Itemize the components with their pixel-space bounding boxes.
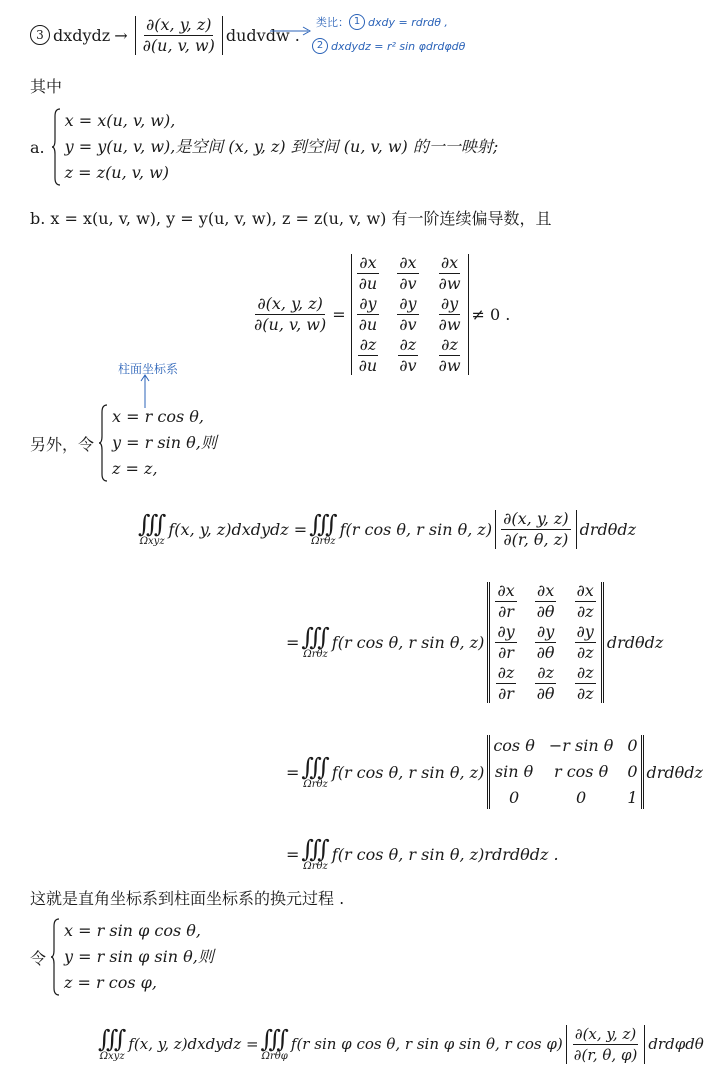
triple-integral-icon: ∭ <box>98 1025 121 1053</box>
annotation-marker-2: 2 <box>312 38 328 54</box>
cylindrical-note: 柱面坐标系 <box>118 362 179 376</box>
annotation-note-1 <box>316 14 448 30</box>
integral-domain: Ωrθz <box>303 779 328 790</box>
condition-b: b. x = x(u, v, w), y = y(u, v, w), z = z(u, v, w) 有一阶连续偏导数，且 <box>30 209 552 228</box>
eq2-tail: drdθdz <box>606 632 664 652</box>
integral-domain: Ωrθφ <box>261 1051 288 1062</box>
item-3-formula <box>30 10 300 60</box>
jacobian-tail: ≠ 0 . <box>471 304 511 324</box>
equation-2 <box>286 572 663 712</box>
partial-denominator: ∂θ <box>536 642 555 662</box>
eq5-jac-num: ∂(x, y, z) <box>574 1024 637 1043</box>
item-3-marker: 3 <box>30 25 50 45</box>
spherical-line-2: y = r sin φ sin θ,则 <box>64 947 214 966</box>
annotation-marker-1: 1 <box>349 14 365 30</box>
partial-numerator: ∂x <box>440 252 459 272</box>
item-3-jac-num: ∂(x, y, z) <box>146 14 212 34</box>
item-3-lhs: dxdydz <box>53 25 111 45</box>
triple-integral-icon: ∭ <box>301 835 324 863</box>
annotation-note-2 <box>312 38 465 54</box>
partial-numerator: ∂z <box>537 662 554 682</box>
partial-denominator: ∂r <box>498 601 514 621</box>
jacobian-den: ∂(u, v, w) <box>254 314 327 334</box>
partial-denominator: ∂w <box>438 314 461 334</box>
partial-derivative <box>437 295 463 334</box>
partial-denominator: ∂u <box>358 273 378 293</box>
condition-a <box>30 108 498 186</box>
matrix-entry: −r sin θ <box>548 736 614 755</box>
matrix-entry: 1 <box>627 788 638 807</box>
spherical-line-3: z = r cos φ, <box>64 973 157 992</box>
partial-derivative <box>357 254 380 293</box>
partial-numerator: ∂x <box>536 580 555 600</box>
equation-5 <box>96 1018 704 1070</box>
partial-derivative <box>535 664 557 703</box>
eq2-abs-determinant <box>487 582 604 703</box>
condition-a-line-1: x = x(u, v, w), <box>64 111 176 130</box>
eq3-tail: drdθdz <box>646 762 703 782</box>
partial-derivative <box>357 295 380 334</box>
triple-integral-icon: ∭ <box>301 623 324 651</box>
partial-derivative <box>495 582 516 621</box>
partial-numerator: ∂y <box>536 621 555 641</box>
up-arrow-icon <box>140 374 150 408</box>
spherical-prefix: 令 <box>30 948 47 968</box>
triple-integral-icon: ∭ <box>260 1025 283 1053</box>
integral-domain: Ωxyz <box>99 1051 125 1062</box>
triple-integral-icon: ∭ <box>309 510 332 538</box>
matrix-entry: 0 <box>576 788 587 807</box>
jacobian-definition: $\frac{\partial(x, y, z)}{\partial(u, v, w)}$ = $\frac{\partial x}{\partial u}$ $\frac{\partial x}{\partial v}$ $\frac{\partial x}{\partial w}$ $\frac{\partial y}{\partial u}$ $\frac{\partial y}{\partial v}$ $\frac{\partial y}{\partial w}$ $\frac{\partial z}{\partial u}$ $\frac{\partial z}{\partial v}$ $\frac{\partial z}{\partial w}$ ≠ 0 . <box>254 252 511 375</box>
matrix-entry: 0 <box>627 762 638 781</box>
partial-derivative <box>397 254 418 293</box>
partial-denominator: ∂u <box>358 355 378 375</box>
cylindrical-line-3: z = z, <box>112 459 158 478</box>
partial-numerator: ∂z <box>576 662 594 682</box>
partial-denominator: ∂u <box>358 314 378 334</box>
partial-numerator: ∂y <box>440 293 459 313</box>
partial-derivative <box>397 336 418 375</box>
partial-derivative <box>535 623 557 662</box>
spherical-line-1: x = r sin φ cos θ, <box>64 921 201 940</box>
partial-derivative <box>437 254 463 293</box>
partial-numerator: ∂z <box>497 662 515 682</box>
partial-numerator: ∂y <box>497 621 515 641</box>
cylindrical-line-2: y = r sin θ,则 <box>112 433 217 452</box>
partial-derivative <box>575 664 596 703</box>
cylindrical-system <box>30 404 217 482</box>
partial-derivative <box>437 336 463 375</box>
triple-integral-icon: ∭ <box>138 510 161 538</box>
partial-derivative <box>575 623 596 662</box>
equals-sign: = <box>286 762 300 782</box>
condition-a-label: a. <box>30 137 45 157</box>
partial-derivative <box>496 664 517 703</box>
partial-denominator: ∂z <box>576 642 594 662</box>
eq3-f: f(r cos θ, r sin θ, z) <box>331 762 485 782</box>
partial-numerator: ∂y <box>576 621 594 641</box>
partial-denominator: ∂θ <box>536 601 555 621</box>
annotation-arrow-icon <box>270 26 314 36</box>
triple-integral-icon: ∭ <box>301 753 324 781</box>
eq2-f: f(r cos θ, r sin θ, z) <box>331 632 485 652</box>
partial-numerator: ∂z <box>441 334 458 354</box>
eq1-jac-den: ∂(r, θ, z) <box>503 529 569 549</box>
matrix-entry: 0 <box>627 736 638 755</box>
annotation-text-2: dxdydz = r² sin φdrdφdθ <box>331 39 466 53</box>
partial-denominator: ∂r <box>498 642 514 662</box>
partial-denominator: ∂v <box>399 355 417 375</box>
eq3-abs-determinant <box>487 735 643 809</box>
equation-3 <box>286 734 703 810</box>
partial-numerator: ∂y <box>399 293 417 313</box>
partial-numerator: ∂x <box>359 252 377 272</box>
matrix-entry: r cos θ <box>553 762 609 781</box>
matrix-entry: sin θ <box>494 762 534 781</box>
partial-derivative <box>535 582 557 621</box>
partial-denominator: ∂v <box>399 273 417 293</box>
partial-denominator: ∂z <box>576 683 594 703</box>
left-brace-icon <box>98 404 108 482</box>
equals-sign: = <box>286 632 300 652</box>
integral-domain: Ωrθz <box>311 536 336 547</box>
partial-derivative <box>397 295 418 334</box>
integral-domain: Ωxyz <box>139 536 165 547</box>
integral-domain: Ωrθz <box>303 861 328 872</box>
item-3-jacobian <box>135 16 223 55</box>
jacobian-num: ∂(x, y, z) <box>257 293 323 313</box>
condition-a-line-2: y = y(u, v, w),是空间 (x, y, z) 到空间 (u, v, w) 的一一映射; <box>64 137 499 156</box>
equation-1 <box>136 504 636 554</box>
left-brace-icon <box>50 918 60 996</box>
partial-denominator: ∂θ <box>536 683 555 703</box>
item-3-arrow: → <box>114 25 128 45</box>
left-brace-icon <box>51 108 61 186</box>
spherical-system <box>30 918 214 996</box>
partial-numerator: ∂x <box>576 580 594 600</box>
eq5-tail: drdφdθ <box>648 1035 704 1053</box>
partial-denominator: ∂z <box>576 601 594 621</box>
partial-numerator: ∂x <box>497 580 515 600</box>
jacobian-determinant <box>351 254 469 375</box>
partial-derivative <box>575 582 596 621</box>
partial-numerator: ∂z <box>359 334 377 354</box>
partial-denominator: ∂v <box>399 314 417 334</box>
eq1-tail: drdθdz <box>579 519 637 539</box>
partial-derivative <box>495 623 516 662</box>
eq5-f: f(r sin φ cos θ, r sin φ sin θ, r cos φ) <box>290 1035 563 1053</box>
cylindrical-line-1: x = r cos θ, <box>112 407 204 426</box>
eq1-f: f(r cos θ, r sin θ, z) <box>339 519 493 539</box>
item-3-tail: dudvdw . <box>225 25 300 45</box>
partial-numerator: ∂x <box>399 252 417 272</box>
equals-sign: = <box>286 844 300 864</box>
equation-4 <box>286 832 559 876</box>
matrix-entry: 0 <box>508 788 520 807</box>
partial-numerator: ∂z <box>399 334 417 354</box>
summary-text: 这就是直角坐标系到柱面坐标系的换元过程 . <box>30 889 345 908</box>
qizhong-text: 其中 <box>30 77 63 96</box>
eq5-jac-den: ∂(r, θ, φ) <box>573 1045 638 1064</box>
partial-denominator: ∂w <box>438 273 461 293</box>
cylindrical-prefix: 另外，令 <box>30 434 95 454</box>
annotation-prefix: 类比： <box>316 16 349 29</box>
integral-domain: Ωrθz <box>303 649 328 660</box>
eq4-f: f(r cos θ, r sin θ, z)rdrdθdz . <box>331 844 559 864</box>
partial-denominator: ∂r <box>498 683 514 703</box>
eq5-lhs: f(x, y, z)dxdydz = <box>128 1035 259 1053</box>
matrix-entry: cos θ <box>493 736 535 755</box>
partial-derivative <box>357 336 380 375</box>
condition-a-line-3: z = z(u, v, w) <box>64 163 170 182</box>
eq1-jac-num: ∂(x, y, z) <box>503 508 569 528</box>
item-3-jac-den: ∂(u, v, w) <box>142 35 215 55</box>
eq1-lhs: f(x, y, z)dxdydz = <box>168 519 308 539</box>
partial-numerator: ∂y <box>359 293 377 313</box>
partial-denominator: ∂w <box>438 355 461 375</box>
annotation-text-1: dxdy = rdrdθ , <box>368 15 448 29</box>
